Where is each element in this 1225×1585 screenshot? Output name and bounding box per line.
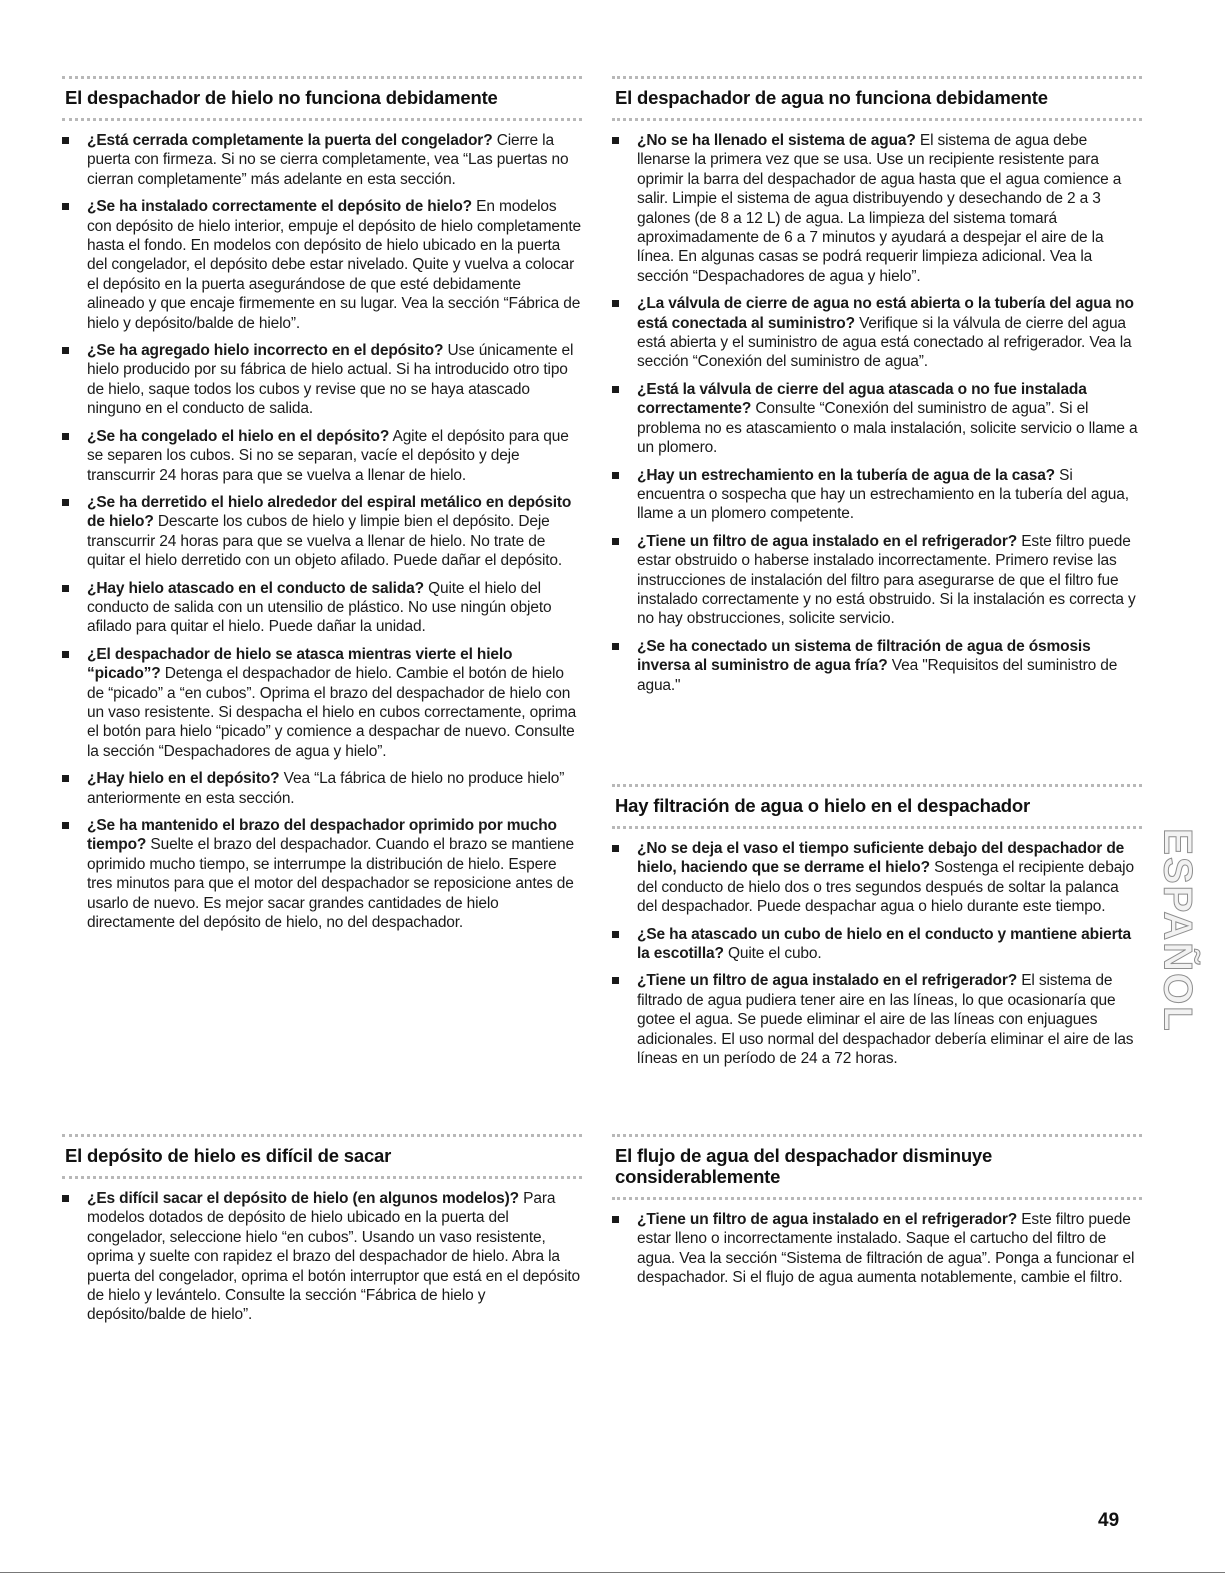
bullet-icon xyxy=(612,643,619,650)
bullet-icon xyxy=(62,347,69,354)
bullet-icon xyxy=(62,1195,69,1202)
section-header xyxy=(612,1134,1142,1200)
item-question: ¿Tiene un filtro de agua instalado en el refrigerador? xyxy=(637,972,1018,990)
item-question: ¿El despachador de hielo se atasca mientras vierte el hielo “picado”? xyxy=(87,645,513,683)
bullet-icon xyxy=(612,538,619,545)
bullet-icon xyxy=(62,651,69,658)
list-item xyxy=(62,493,582,571)
item-answer: Vea "Requisitos del suministro de agua." xyxy=(637,657,1118,694)
side-tab-label: ESPAÑOL xyxy=(1155,827,1200,1033)
item-question: ¿Se ha congelado el hielo en el depósito? xyxy=(87,427,390,445)
item-answer: Este filtro puede estar lleno o incorrectamente instalado. Saque el cartucho del filtro de agua. Vea la sección “Sistema de filtración de agua”. Ponga a funcionar el despachador. Si el flujo de agua aumenta notablemente, cambie el filtro. xyxy=(637,1211,1135,1287)
list-item xyxy=(62,131,582,189)
item-question: ¿Se ha derretido el hielo alrededor del espiral metálico en depósito de hielo? xyxy=(87,493,572,531)
list-item xyxy=(612,380,1142,458)
bullet-icon xyxy=(612,1216,619,1223)
bullet-icon xyxy=(62,822,69,829)
section-title: Hay filtración de agua o hielo en el despachador xyxy=(615,795,1030,816)
item-answer: Para modelos dotados de depósito de hielo ubicado en la puerta del congelador, seleccione hielo “en cubos”. Usando un vaso resistente, oprima y suelte con rapidez el brazo del despachador de hielo. Abra la puerta del congelador, oprima el botón interruptor que está en el depósito de hielo y levántelo. Consulte la sección “Fábrica de hielo y depósito/balde de hielo”. xyxy=(87,1190,580,1324)
list-item xyxy=(612,532,1142,629)
section-ice-dispenser xyxy=(62,76,582,940)
item-answer: Suelte el brazo del despachador. Cuando el brazo se mantiene oprimido mucho tiempo, se interrumpe la distribución de hielo. Espere tres minutos para que el motor del despachador se reposicione antes de usarlo de nuevo. Es mejor sacar grandes cantidades de hielo directamente del depósito de hielo, no del despachador. xyxy=(87,836,574,932)
list-item xyxy=(612,839,1142,917)
list-item xyxy=(62,579,582,637)
list-item xyxy=(62,645,582,761)
troubleshooting-list xyxy=(612,839,1142,1068)
list-item xyxy=(612,637,1142,695)
bottom-rule xyxy=(0,1572,1225,1585)
item-answer: Agite el depósito para que se separen los cubos. Si no se separan, vacíe el depósito y deje transcurrir 24 horas para que se vuelva a llenar de hielo. xyxy=(87,427,569,484)
bullet-icon xyxy=(612,137,619,144)
item-question: ¿Está cerrada completamente la puerta del congelador? xyxy=(87,132,493,149)
item-answer: Este filtro puede estar obstruido o haberse instalado incorrectamente. Primero revise las instrucciones de instalación del filtro para asegurarse de que el filtro fue instalado correctamente y no está obstruido. Si la instalación es correcta y no hay obstrucciones, solicite servicio. xyxy=(637,532,1136,628)
item-answer: Quite el hielo del conducto de salida con un utensilio de plástico. No use ningún objeto afilado para quitar el hielo. Puede dañar la unidad. xyxy=(87,579,552,636)
section-ice-bin xyxy=(62,1134,582,1333)
troubleshooting-list xyxy=(612,131,1142,695)
item-answer: Si encuentra o sospecha que hay un estrechamiento en la tubería del agua, llame a un plomero competente. xyxy=(637,466,1129,523)
item-answer: Consulte “Conexión del suministro de agua”. Si el problema no es atascamiento o mala instalación, solicite servicio o llame a un plomero. xyxy=(637,400,1138,457)
bullet-icon xyxy=(62,137,69,144)
section-header xyxy=(612,76,1142,121)
item-question: ¿Tiene un filtro de agua instalado en el refrigerador? xyxy=(637,532,1018,550)
item-answer: Sostenga el recipiente debajo del conducto de hielo dos o tres segundos después de soltar la palanca del despachador. Puede despachar agua o hielo durante este tiempo. xyxy=(637,859,1134,916)
section-header xyxy=(62,76,582,121)
item-question: ¿Hay un estrechamiento en la tubería de agua de la casa? xyxy=(637,466,1055,484)
list-item xyxy=(612,925,1142,964)
list-item xyxy=(62,197,582,333)
item-question: ¿Se ha conectado un sistema de filtración de agua de ósmosis inversa al suministro de agua fría? xyxy=(637,637,1091,675)
list-item xyxy=(612,466,1142,524)
item-answer: Vea “La fábrica de hielo no produce hielo” anteriormente en esta sección. xyxy=(87,770,565,807)
troubleshooting-list xyxy=(62,1189,582,1325)
item-question: ¿No se deja el vaso el tiempo suficiente debajo del despachador de hielo, haciendo que se derrame el hielo? xyxy=(637,840,1125,877)
troubleshooting-list xyxy=(612,1210,1142,1288)
section-title: El depósito de hielo es difícil de sacar xyxy=(65,1145,392,1166)
item-question: ¿Hay hielo en el depósito? xyxy=(87,770,280,788)
language-side-tab xyxy=(1152,795,1202,1065)
item-question: ¿Tiene un filtro de agua instalado en el refrigerador? xyxy=(637,1211,1018,1228)
item-answer: En modelos con depósito de hielo interior, empuje el depósito de hielo completamente hasta el fondo. En modelos con depósito de hielo ubicado en la puerta del congelador, el depósito debe estar nivelado. Quite y vuelva a colocar el depósito en la puerta asegurándose de que esté debidamente alineado y que encaje firmemente en su lugar. Vea la sección “Fábrica de hielo y depósito/balde de hielo”. xyxy=(87,198,581,332)
list-item xyxy=(62,427,582,485)
section-title: El flujo de agua del despachador disminuye considerablemente xyxy=(615,1145,993,1187)
list-item xyxy=(62,816,582,932)
list-item xyxy=(62,341,582,419)
item-answer: El sistema de agua debe llenarse la primera vez que se usa. Use un recipiente resistente para oprimir la barra del despachador de agua hasta que el agua comience a salir. Limpie el sistema de agua distribuyendo y desechando de 2 a 3 galones (de 8 a 12 L) de agua. La limpieza del sistema tomará aproximadamente de 6 a 7 minutos y ayudará a despejar el aire de la línea. En algunas casas se podrá requerir limpieza adicional. Vea la sección “Despachadores de agua y hielo”. xyxy=(637,132,1122,285)
item-question: ¿Se ha mantenido el brazo del despachador oprimido por mucho tiempo? xyxy=(87,817,557,854)
bullet-icon xyxy=(612,300,619,307)
item-answer: Use únicamente el hielo producido por su fábrica de hielo actual. Si ha introducido otro tipo de hielo, saque todos los cubos y revise que no se haya atascado ninguno en el conducto de salida. xyxy=(87,342,574,418)
page-number: 49 xyxy=(1098,1510,1120,1531)
list-item xyxy=(612,294,1142,372)
item-answer: Cierre la puerta con firmeza. Si no se cierra completamente, vea “Las puertas no cierran completamente” más adelante en esta sección. xyxy=(87,132,569,188)
bullet-icon xyxy=(62,499,69,506)
bullet-icon xyxy=(62,203,69,210)
bullet-icon xyxy=(62,775,69,782)
section-water-flow xyxy=(612,1134,1142,1296)
section-title: El despachador de agua no funciona debidamente xyxy=(615,87,1048,108)
item-answer: Detenga el despachador de hielo. Cambie el botón de hielo de “picado” a “en cubos”. Oprima el brazo del despachador de hielo con un vaso resistente. Si despacha el hielo en cubos correctamente, oprima el botón para hielo “picado” y comience a despachar de nuevo. Consulte la sección “Despachadores de agua y hielo”. xyxy=(87,665,577,760)
bullet-icon xyxy=(612,977,619,984)
troubleshooting-list xyxy=(62,131,582,932)
item-answer: Descarte los cubos de hielo y limpie bien el depósito. Deje transcurrir 24 horas para que se vuelva a llenar de hielo. No trate de quitar el hielo derretido con un objeto afilado. Puede dañar el depósito. xyxy=(87,513,563,570)
list-item xyxy=(62,769,582,808)
item-answer: Quite el cubo. xyxy=(727,945,822,963)
bullet-icon xyxy=(612,931,619,938)
bullet-icon xyxy=(62,433,69,440)
item-question: ¿Es difícil sacar el depósito de hielo (en algunos modelos)? xyxy=(87,1190,519,1207)
item-question: ¿La válvula de cierre de agua no está abierta o la tubería del agua no está conectada al suministro? xyxy=(637,295,1134,332)
item-question: ¿Se ha atascado un cubo de hielo en el conducto y mantiene abierta la escotilla? xyxy=(637,925,1131,963)
section-header xyxy=(612,784,1142,829)
bullet-icon xyxy=(612,386,619,393)
bullet-icon xyxy=(612,472,619,479)
list-item xyxy=(612,1210,1142,1288)
item-question: ¿No se ha llenado el sistema de agua? xyxy=(637,132,916,149)
item-question: ¿Se ha instalado correctamente el depósito de hielo? xyxy=(87,198,472,216)
item-answer: El sistema de filtrado de agua pudiera tener aire en las líneas, lo que ocasionaría que gotee el agua. Se puede eliminar el aire de las líneas con enjuagues adicionales. El uso normal del despachador debería eliminar el aire de las líneas en un período de 24 a 72 horas. xyxy=(637,972,1134,1068)
list-item xyxy=(612,971,1142,1068)
item-question: ¿Se ha agregado hielo incorrecto en el depósito? xyxy=(87,342,444,360)
item-question: ¿Hay hielo atascado en el conducto de salida? xyxy=(87,579,424,597)
item-answer: Verifique si la válvula de cierre del agua está abierta y el suministro de agua está conectado al refrigerador. Vea la sección “Conexión del suministro de agua”. xyxy=(637,314,1132,371)
list-item xyxy=(62,1189,582,1325)
section-header xyxy=(62,1134,582,1179)
bullet-icon xyxy=(612,845,619,852)
item-question: ¿Está la válvula de cierre del agua atascada o no fue instalada correctamente? xyxy=(637,380,1087,418)
section-title: El despachador de hielo no funciona debidamente xyxy=(65,87,498,108)
section-water-dispenser xyxy=(612,76,1142,703)
list-item xyxy=(612,131,1142,286)
section-leak xyxy=(612,784,1142,1076)
bullet-icon xyxy=(62,585,69,592)
